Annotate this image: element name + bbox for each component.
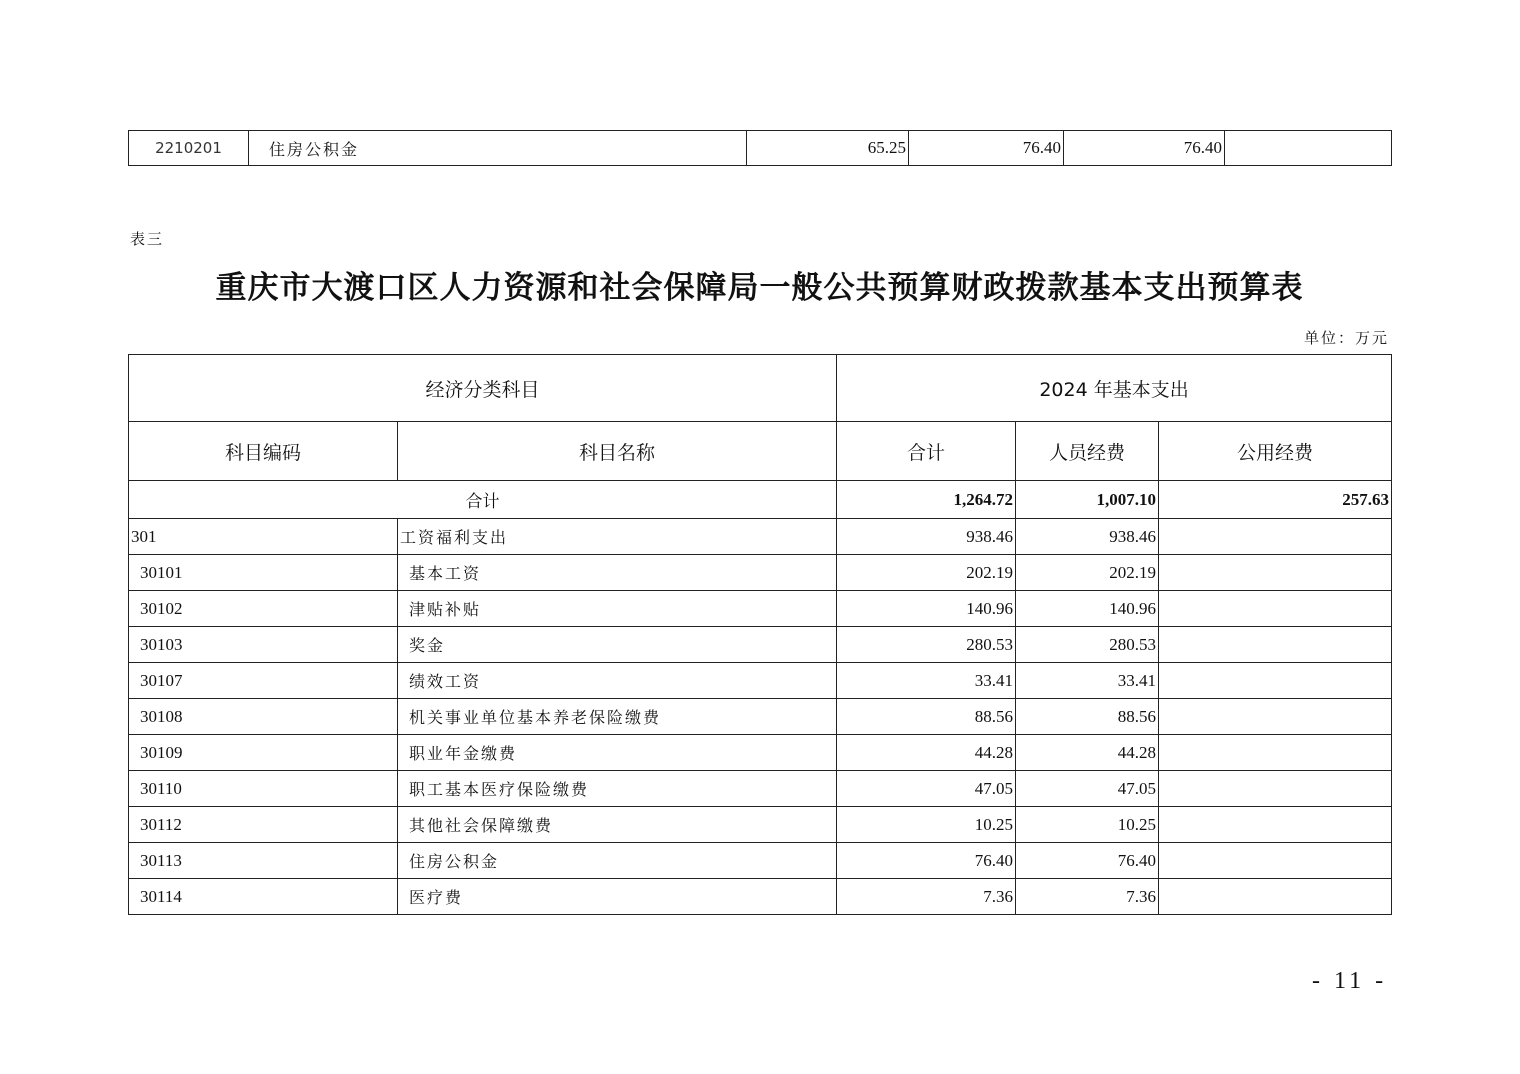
total-row bbox=[129, 481, 1392, 519]
table-row bbox=[129, 663, 1392, 699]
cell-public bbox=[1159, 735, 1392, 771]
cell-total: 280.53 bbox=[837, 627, 1016, 663]
cell-name: 住房公积金 bbox=[249, 131, 747, 166]
cell-name: 职业年金缴费 bbox=[398, 735, 837, 771]
cell-code: 30103 bbox=[129, 627, 398, 663]
cell-personnel: 76.40 bbox=[1016, 843, 1159, 879]
table-row bbox=[129, 591, 1392, 627]
table-row bbox=[129, 627, 1392, 663]
cell-name: 津贴补贴 bbox=[398, 591, 837, 627]
cell-personnel: 202.19 bbox=[1016, 555, 1159, 591]
table-row bbox=[129, 771, 1392, 807]
cell-code: 30114 bbox=[129, 879, 398, 915]
cell-name: 工资福利支出 bbox=[398, 519, 837, 555]
header-public: 公用经费 bbox=[1159, 422, 1392, 481]
cell-personnel: 280.53 bbox=[1016, 627, 1159, 663]
cell-name: 奖金 bbox=[398, 627, 837, 663]
cell-total: 33.41 bbox=[837, 663, 1016, 699]
budget-table bbox=[128, 354, 1392, 915]
cell-personnel: 140.96 bbox=[1016, 591, 1159, 627]
cell-code: 30107 bbox=[129, 663, 398, 699]
cell-public bbox=[1159, 663, 1392, 699]
cell-public bbox=[1159, 699, 1392, 735]
cell-name: 其他社会保障缴费 bbox=[398, 807, 837, 843]
header-code: 科目编码 bbox=[129, 422, 398, 481]
cell-personnel: 7.36 bbox=[1016, 879, 1159, 915]
header-year-basic: 2024 年基本支出 bbox=[837, 355, 1392, 422]
unit-label: 单位：万元 bbox=[1303, 329, 1389, 347]
cell-public bbox=[1159, 555, 1392, 591]
total-personnel: 1,007.10 bbox=[1016, 481, 1159, 519]
cell-total: 10.25 bbox=[837, 807, 1016, 843]
cell-personnel: 47.05 bbox=[1016, 771, 1159, 807]
cell-code: 30102 bbox=[129, 591, 398, 627]
cell-total: 7.36 bbox=[837, 879, 1016, 915]
cell-public bbox=[1159, 807, 1392, 843]
header-row bbox=[129, 355, 1392, 422]
cell-code: 30113 bbox=[129, 843, 398, 879]
table-row bbox=[129, 131, 1392, 166]
cell-code: 30108 bbox=[129, 699, 398, 735]
header-personnel: 人员经费 bbox=[1016, 422, 1159, 481]
cell-public bbox=[1159, 627, 1392, 663]
cell-personnel: 88.56 bbox=[1016, 699, 1159, 735]
cell-total: 44.28 bbox=[837, 735, 1016, 771]
continued-table bbox=[128, 130, 1392, 166]
table-row bbox=[129, 879, 1392, 915]
cell-name: 职工基本医疗保险缴费 bbox=[398, 771, 837, 807]
header-row bbox=[129, 422, 1392, 481]
table-label: 表三 bbox=[130, 230, 165, 248]
cell-name: 绩效工资 bbox=[398, 663, 837, 699]
cell-name: 医疗费 bbox=[398, 879, 837, 915]
cell-total: 938.46 bbox=[837, 519, 1016, 555]
cell-name: 住房公积金 bbox=[398, 843, 837, 879]
table-row bbox=[129, 735, 1392, 771]
cell-public bbox=[1159, 519, 1392, 555]
cell-name: 基本工资 bbox=[398, 555, 837, 591]
total-label: 合计 bbox=[129, 481, 837, 519]
cell-value: 65.25 bbox=[747, 131, 909, 166]
cell-total: 88.56 bbox=[837, 699, 1016, 735]
header-total: 合计 bbox=[837, 422, 1016, 481]
cell-public bbox=[1159, 591, 1392, 627]
cell-code: 2210201 bbox=[129, 131, 249, 166]
cell-public bbox=[1159, 879, 1392, 915]
total-value: 1,264.72 bbox=[837, 481, 1016, 519]
table-row bbox=[129, 699, 1392, 735]
cell-name: 机关事业单位基本养老保险缴费 bbox=[398, 699, 837, 735]
cell-code: 301 bbox=[129, 519, 398, 555]
cell-total: 76.40 bbox=[837, 843, 1016, 879]
cell-personnel: 10.25 bbox=[1016, 807, 1159, 843]
cell-code: 30109 bbox=[129, 735, 398, 771]
cell-value: 76.40 bbox=[909, 131, 1064, 166]
cell-code: 30112 bbox=[129, 807, 398, 843]
header-econ-category: 经济分类科目 bbox=[129, 355, 837, 422]
cell-total: 140.96 bbox=[837, 591, 1016, 627]
total-public: 257.63 bbox=[1159, 481, 1392, 519]
cell-code: 30101 bbox=[129, 555, 398, 591]
table-row bbox=[129, 807, 1392, 843]
page-number: - 11 - bbox=[1312, 968, 1388, 994]
cell-value: 76.40 bbox=[1064, 131, 1225, 166]
cell-public bbox=[1159, 843, 1392, 879]
cell-code: 30110 bbox=[129, 771, 398, 807]
page-title: 重庆市大渡口区人力资源和社会保障局一般公共预算财政拨款基本支出预算表 bbox=[215, 270, 1304, 306]
table-row bbox=[129, 843, 1392, 879]
cell-personnel: 938.46 bbox=[1016, 519, 1159, 555]
table-row bbox=[129, 519, 1392, 555]
cell-value bbox=[1225, 131, 1392, 166]
header-name: 科目名称 bbox=[398, 422, 837, 481]
cell-total: 202.19 bbox=[837, 555, 1016, 591]
cell-total: 47.05 bbox=[837, 771, 1016, 807]
table-row bbox=[129, 555, 1392, 591]
cell-personnel: 33.41 bbox=[1016, 663, 1159, 699]
cell-personnel: 44.28 bbox=[1016, 735, 1159, 771]
cell-public bbox=[1159, 771, 1392, 807]
